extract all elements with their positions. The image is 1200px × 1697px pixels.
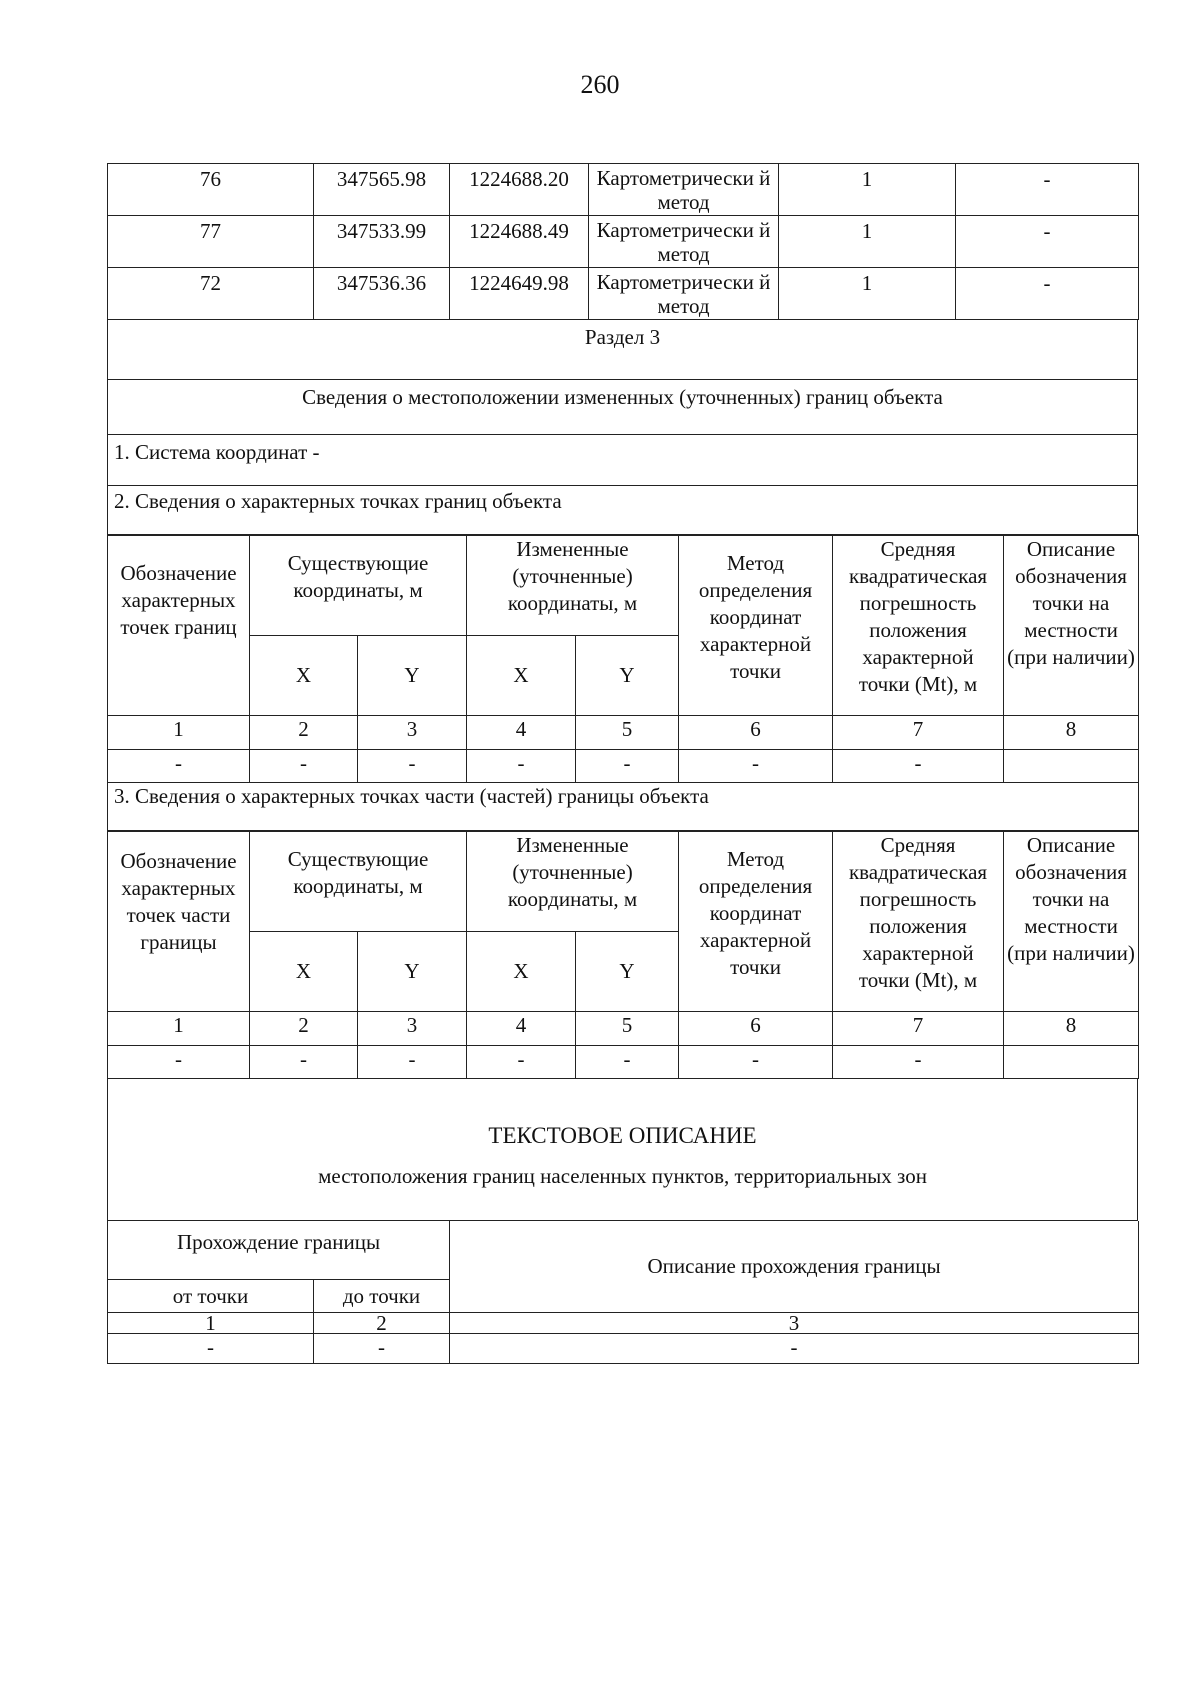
point-id: 76 xyxy=(108,164,314,216)
col-number: 3 xyxy=(358,1012,467,1046)
method: Картометрически й метод xyxy=(589,164,779,216)
col-number: 4 xyxy=(467,1012,576,1046)
col-to-point: до точки xyxy=(314,1279,450,1312)
col-number: 7 xyxy=(833,716,1004,750)
cell: - xyxy=(467,750,576,783)
point-id: 77 xyxy=(108,216,314,268)
coordinate-system: 1. Система координат - xyxy=(108,435,1138,486)
cell: - xyxy=(108,750,250,783)
table-row xyxy=(108,1333,1139,1363)
col-number: 3 xyxy=(358,716,467,750)
text-description-block xyxy=(108,1079,1138,1221)
col-number: 5 xyxy=(576,716,679,750)
section3-header xyxy=(107,320,1138,535)
col-x: X xyxy=(467,932,576,1012)
cell: - xyxy=(358,750,467,783)
col-x: X xyxy=(250,932,358,1012)
coord-y: 1224688.20 xyxy=(450,164,589,216)
col-number: 7 xyxy=(833,1012,1004,1046)
cell: - xyxy=(358,1046,467,1079)
coord-x: 347565.98 xyxy=(314,164,450,216)
col-number: 3 xyxy=(450,1312,1139,1333)
text-description-header xyxy=(107,1079,1138,1221)
col-existing: Существующие координаты, м xyxy=(250,536,467,636)
boundary-points-table xyxy=(107,535,1139,831)
text-description-title: ТЕКСТОВОЕ ОПИСАНИЕ xyxy=(488,1123,757,1148)
table-row xyxy=(108,750,1139,783)
col-accuracy: Средняя квадратическая погрешность положения характерной точки (Mt), м xyxy=(833,536,1004,716)
part-boundary-points-table xyxy=(107,831,1139,1079)
cell: - xyxy=(250,750,358,783)
description: - xyxy=(956,164,1139,216)
section-title: Раздел 3 xyxy=(108,320,1138,380)
cell: - xyxy=(108,1333,314,1363)
boundary-passage-table xyxy=(107,1221,1139,1364)
col-number: 1 xyxy=(108,716,250,750)
cell: - xyxy=(576,1046,679,1079)
cell: - xyxy=(467,1046,576,1079)
cell: - xyxy=(679,750,833,783)
table-row xyxy=(108,268,1139,320)
table-row xyxy=(108,164,1139,216)
accuracy: 1 xyxy=(779,216,956,268)
col-x: X xyxy=(467,636,576,716)
description: - xyxy=(956,216,1139,268)
col-number: 8 xyxy=(1004,716,1139,750)
col-number: 2 xyxy=(250,1012,358,1046)
col-number: 6 xyxy=(679,1012,833,1046)
col-number: 5 xyxy=(576,1012,679,1046)
accuracy: 1 xyxy=(779,164,956,216)
section-subtitle: Сведения о местоположении измененных (уточненных) границ объекта xyxy=(108,380,1138,435)
table-row xyxy=(108,1046,1139,1079)
col-changed: Измененные (уточненные) координаты, м xyxy=(467,536,679,636)
cell: - xyxy=(576,750,679,783)
coord-y: 1224688.49 xyxy=(450,216,589,268)
document-body xyxy=(107,163,1138,1364)
method: Картометрически й метод xyxy=(589,268,779,320)
col-from-point: от точки xyxy=(108,1279,314,1312)
col-number: 1 xyxy=(108,1012,250,1046)
cell: - xyxy=(314,1333,450,1363)
text-description-subtitle: местоположения границ населенных пунктов, территориальных зон xyxy=(318,1164,927,1188)
point-id: 72 xyxy=(108,268,314,320)
col-number: 6 xyxy=(679,716,833,750)
cell: - xyxy=(833,750,1004,783)
page-number: 260 xyxy=(580,70,620,99)
cell: - xyxy=(450,1333,1139,1363)
col-existing: Существующие координаты, м xyxy=(250,832,467,932)
col-y: Y xyxy=(576,636,679,716)
col-passage-description: Описание прохождения границы xyxy=(450,1221,1139,1312)
col-y: Y xyxy=(358,636,467,716)
description: - xyxy=(956,268,1139,320)
col-accuracy: Средняя квадратическая погрешность положения характерной точки (Mt), м xyxy=(833,832,1004,1012)
col-x: X xyxy=(250,636,358,716)
coord-x: 347533.99 xyxy=(314,216,450,268)
col-number: 2 xyxy=(250,716,358,750)
col-number: 2 xyxy=(314,1312,450,1333)
coord-x: 347536.36 xyxy=(314,268,450,320)
column-numbers-row xyxy=(108,1312,1139,1333)
col-y: Y xyxy=(576,932,679,1012)
col-method: Метод определения координат характерной точки xyxy=(679,536,833,716)
cell: - xyxy=(833,1046,1004,1079)
cell xyxy=(1004,1046,1139,1079)
column-numbers-row xyxy=(108,1012,1139,1046)
col-description: Описание обозначения точки на местности (при наличии) xyxy=(1004,536,1139,716)
cell xyxy=(1004,750,1139,783)
col-number: 8 xyxy=(1004,1012,1139,1046)
col-y: Y xyxy=(358,932,467,1012)
column-numbers-row xyxy=(108,716,1139,750)
cell: - xyxy=(679,1046,833,1079)
col-designation: Обозначение характерных точек части границы xyxy=(108,832,250,1012)
col-designation: Обозначение характерных точек границ xyxy=(108,536,250,716)
points-heading: 2. Сведения о характерных точках границ объекта xyxy=(108,486,1138,535)
coordinates-continuation-table xyxy=(107,163,1139,320)
cell: - xyxy=(250,1046,358,1079)
table-row xyxy=(108,216,1139,268)
col-passage: Прохождение границы xyxy=(108,1221,450,1279)
col-number: 1 xyxy=(108,1312,314,1333)
method: Картометрически й метод xyxy=(589,216,779,268)
accuracy: 1 xyxy=(779,268,956,320)
col-number: 4 xyxy=(467,716,576,750)
cell: - xyxy=(108,1046,250,1079)
col-description: Описание обозначения точки на местности (при наличии) xyxy=(1004,832,1139,1012)
col-changed: Измененные (уточненные) координаты, м xyxy=(467,832,679,932)
col-method: Метод определения координат характерной точки xyxy=(679,832,833,1012)
part-points-heading: 3. Сведения о характерных точках части (частей) границы объекта xyxy=(108,783,1139,831)
coord-y: 1224649.98 xyxy=(450,268,589,320)
